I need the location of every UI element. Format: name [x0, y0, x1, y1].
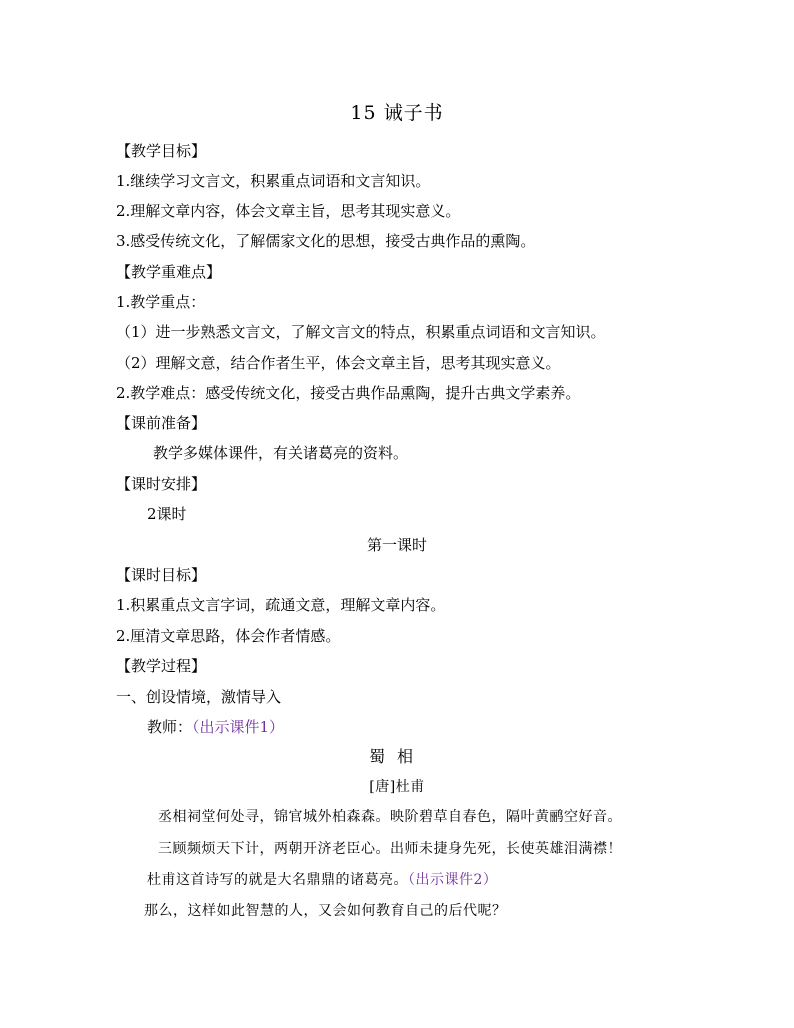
key-point-1b: （2）理解文意，结合作者生平，体会文章主旨，思考其现实意义。: [116, 354, 561, 372]
question-line: 那么，这样如此智慧的人，又会如何教育自己的后代呢？: [144, 903, 507, 919]
poem-line-2: 三顾频烦天下计，两朝开济老臣心。出师未捷身先死，长使英雄泪满襟！: [158, 841, 622, 857]
goal-item-3: 3.感受传统文化，了解儒家文化的思想，接受古典作品的熏陶。: [116, 232, 536, 250]
prep-text: 教学多媒体课件，有关诸葛亮的资料。: [153, 444, 409, 462]
key-point-2: 2.教学难点：感受传统文化，接受古典作品熏陶，提升古典文学素养。: [116, 384, 581, 402]
teacher-label: 教师：: [147, 718, 193, 736]
after-poem-text: 杜甫这首诗写的就是大名鼎鼎的诸葛亮。: [147, 872, 408, 888]
hours-text: 2课时: [147, 505, 187, 523]
after-poem-line: [147, 870, 497, 890]
section-header-hours: 【课时安排】: [116, 475, 207, 493]
section-header-key-points: 【教学重难点】: [116, 263, 222, 281]
page-title: 15 诫子书: [350, 102, 444, 124]
courseware-cue-2: （出示课件2）: [408, 872, 498, 888]
poem-title: 蜀相: [368, 747, 425, 766]
lesson-goal-2: 2.厘清文章思路，体会作者情感。: [116, 627, 341, 645]
teacher-line: [147, 717, 284, 737]
courseware-cue-1: （出示课件1）: [192, 718, 285, 736]
process-step-1: 一、创设情境，激情导入: [116, 688, 282, 706]
section-header-lesson-goals: 【课时目标】: [116, 566, 207, 584]
lesson-1-heading: 第一课时: [366, 536, 427, 554]
section-header-prep: 【课前准备】: [116, 414, 207, 432]
goal-item-2: 2.理解文章内容，体会文章主旨，思考其现实意义。: [116, 202, 461, 220]
key-point-1a: （1）进一步熟悉文言文，了解文言文的特点，积累重点词语和文言知识。: [116, 323, 606, 341]
key-point-1: 1.教学重点：: [116, 293, 206, 311]
section-header-goals: 【教学目标】: [116, 142, 207, 160]
lesson-goal-1: 1.积累重点文言字词，疏通文意，理解文章内容。: [116, 596, 446, 614]
goal-item-1: 1.继续学习文言文，积累重点词语和文言知识。: [116, 172, 431, 190]
poem-line-1: 丞相祠堂何处寻，锦官城外柏森森。映阶碧草自春色，隔叶黄鹂空好音。: [158, 809, 622, 825]
poem-author: [唐]杜甫: [369, 779, 425, 795]
section-header-process: 【教学过程】: [116, 657, 207, 675]
